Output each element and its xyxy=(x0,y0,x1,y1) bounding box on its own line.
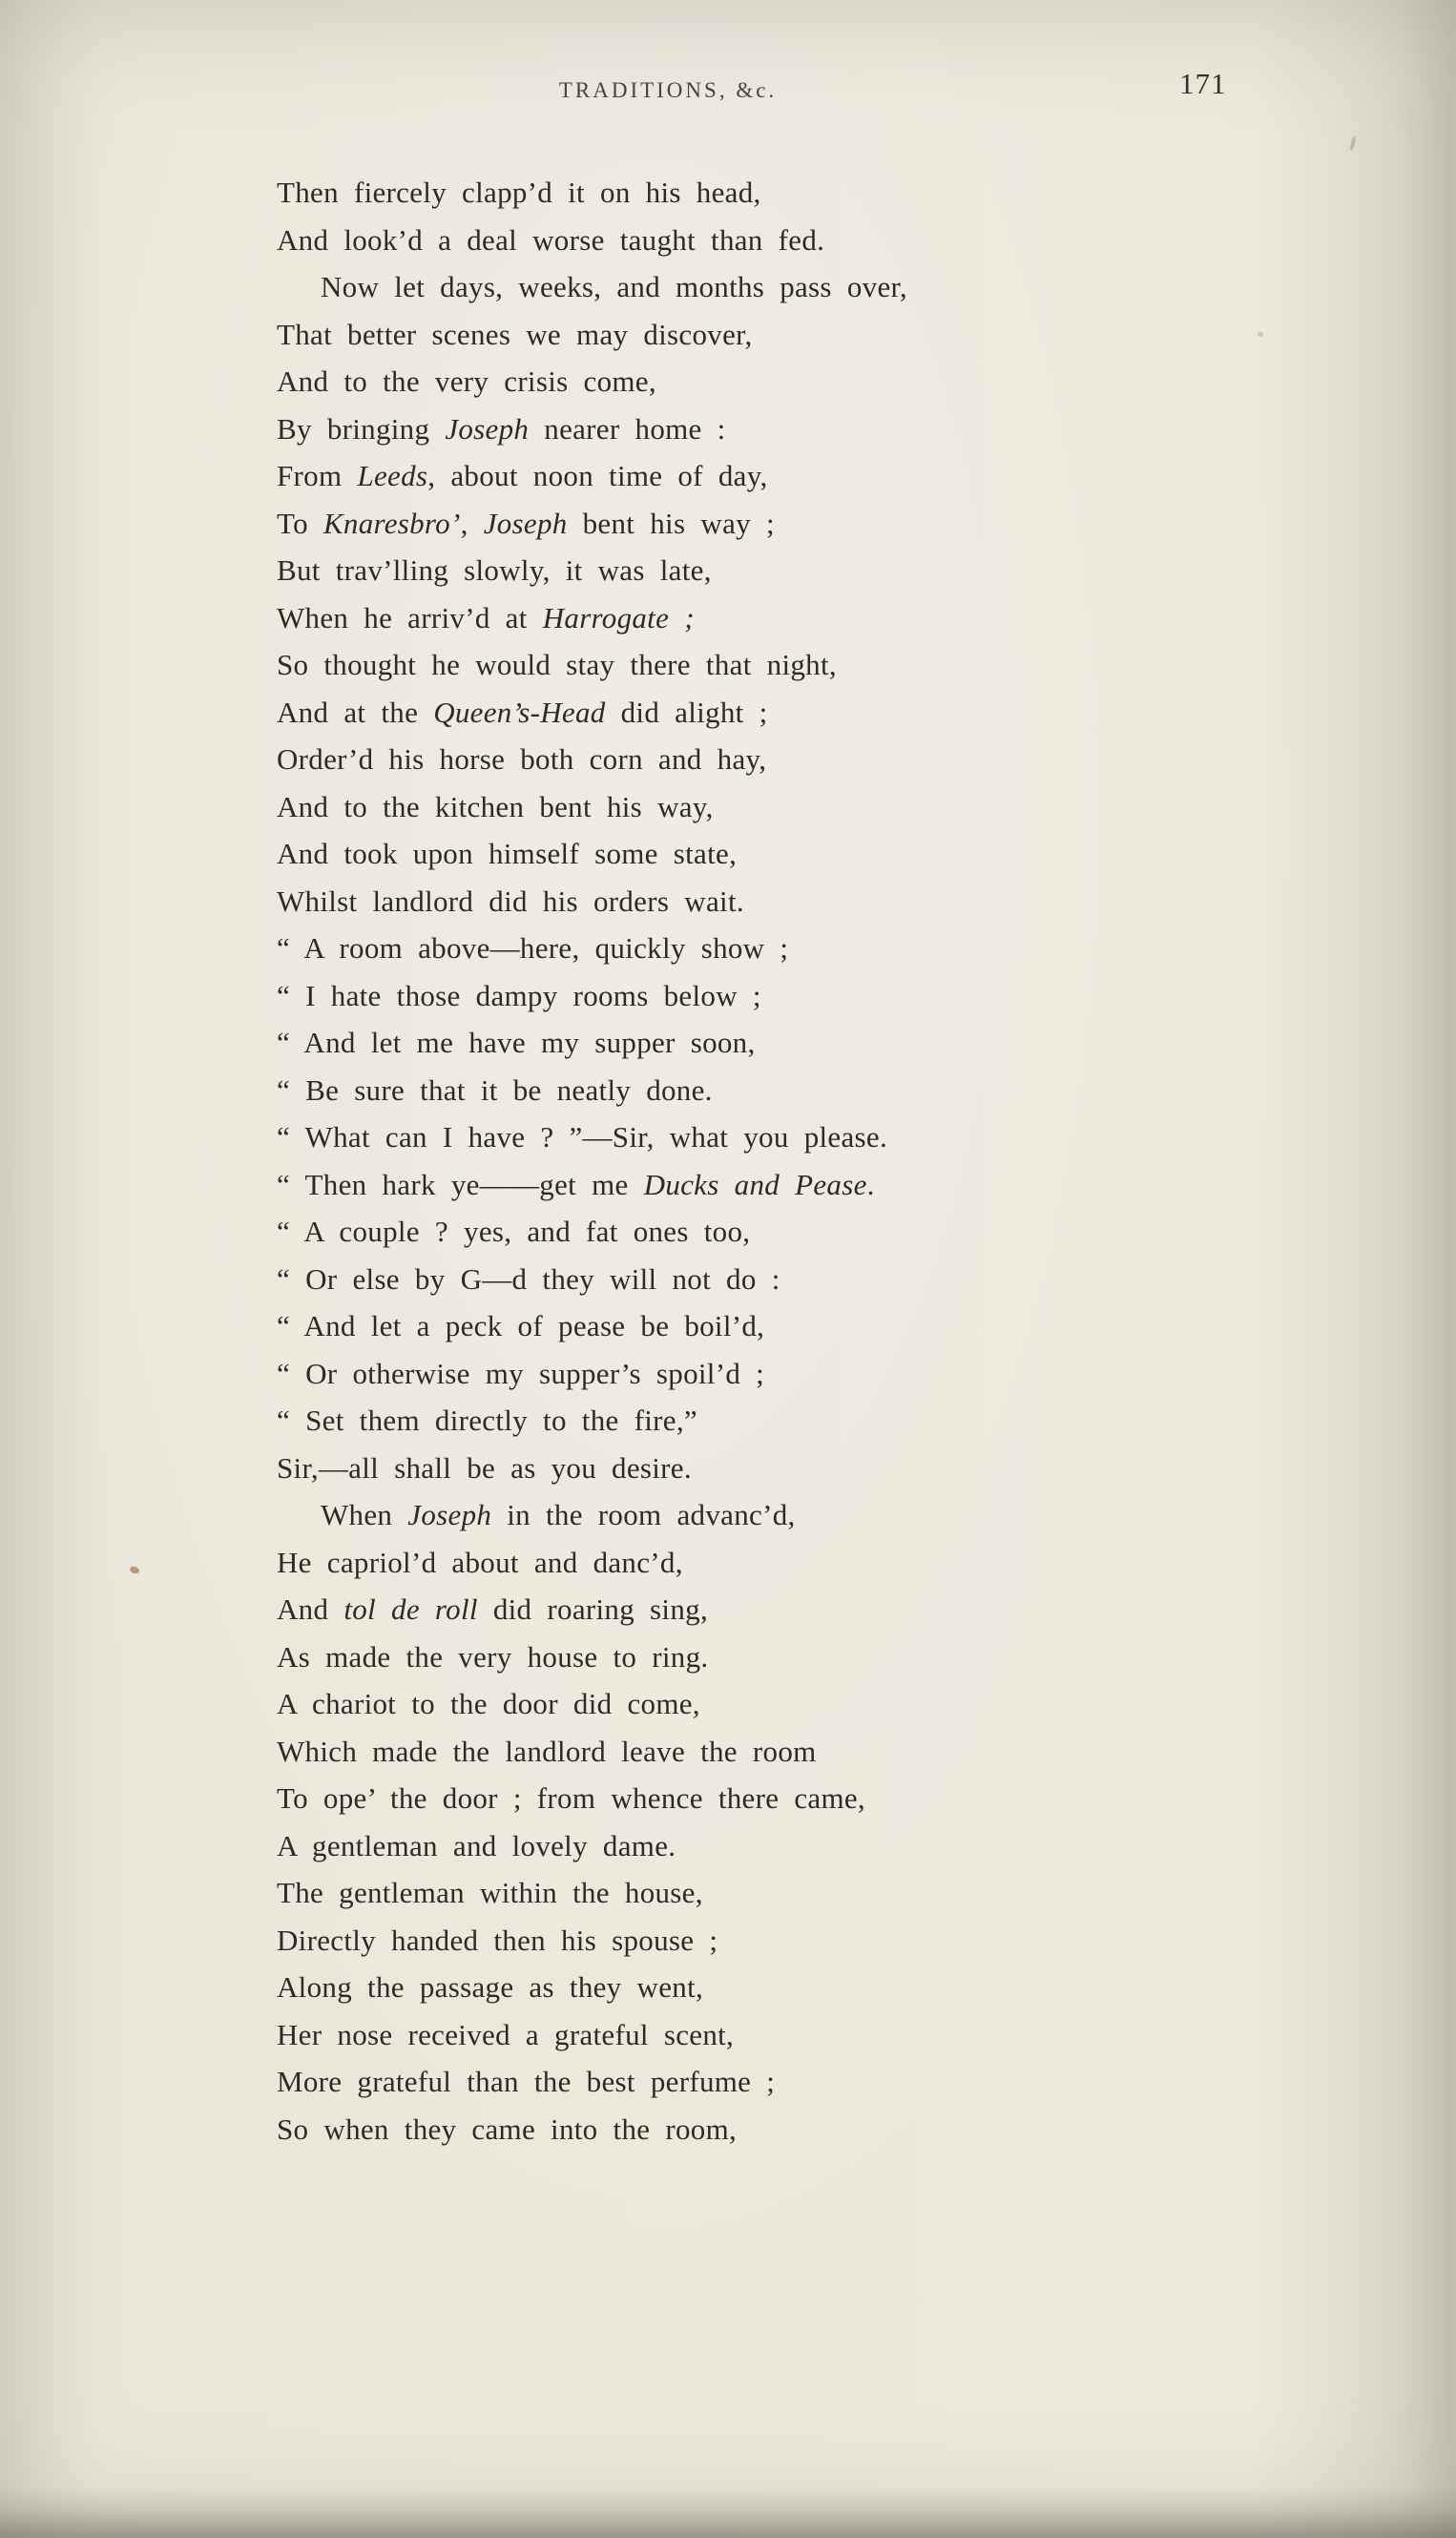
poem-text: The gentleman within the house, xyxy=(277,1876,703,1909)
poem-text: When he arriv’d at xyxy=(277,600,543,634)
poem-text: Now let days, weeks, and months pass over, xyxy=(321,270,907,303)
poem-text: did roaring sing, xyxy=(477,1592,708,1626)
poem-text: “ Set them directly to the fire,” xyxy=(277,1404,697,1437)
poem-text: To ope’ the door ; from whence there came, xyxy=(277,1781,865,1815)
poem-line xyxy=(277,1964,1345,2011)
poem-line xyxy=(277,594,1345,642)
poem-text-italic: Knaresbro’ xyxy=(322,506,461,540)
poem-line xyxy=(277,1445,1345,1492)
poem-line xyxy=(277,358,1345,406)
poem-text-italic: Queen’s-Head xyxy=(433,695,606,729)
poem-line xyxy=(277,2058,1345,2106)
poem-line xyxy=(277,925,1345,972)
poem-text: Sir,—all shall be as you desire. xyxy=(277,1450,692,1485)
poem-text: bent his way ; xyxy=(567,506,775,540)
poem-line xyxy=(277,217,1345,264)
poem-text-italic: tol de roll xyxy=(343,1592,478,1626)
poem-text: , about noon time of day, xyxy=(427,459,768,492)
poem-line xyxy=(277,1256,1345,1303)
paper-speck xyxy=(129,1566,140,1575)
poem-text: “ Or otherwise my supper’s spoil’d ; xyxy=(277,1356,765,1390)
poem-text: Whilst landlord did his orders wait. xyxy=(277,884,744,918)
poem-text: Her nose received a grateful scent, xyxy=(277,2017,735,2051)
poem-text: in the room advanc’d, xyxy=(491,1498,796,1531)
poem-text: He capriol’d about and danc’d, xyxy=(277,1545,683,1579)
poem-text: And took upon himself some state, xyxy=(277,837,738,870)
poem-line xyxy=(277,1539,1345,1587)
poem-text: By bringing xyxy=(277,411,446,446)
poem-text: To xyxy=(277,506,323,540)
poem-line xyxy=(277,1302,1345,1350)
poem-line xyxy=(277,1633,1345,1681)
page-number: 171 xyxy=(1179,67,1227,100)
poem-body xyxy=(277,169,1345,2153)
poem-text: And xyxy=(277,1592,344,1626)
poem-text: And at the xyxy=(277,695,434,729)
poem-line xyxy=(277,1586,1345,1633)
poem-text: More grateful than the best perfume ; xyxy=(277,2065,776,2098)
poem-text: And to the kitchen bent his way, xyxy=(277,789,714,823)
poem-text: Order’d his horse both corn and hay, xyxy=(277,742,767,776)
poem-line xyxy=(277,547,1345,594)
poem-line xyxy=(277,1680,1345,1728)
poem-line xyxy=(277,500,1345,548)
poem-line xyxy=(277,783,1345,831)
poem-text: “ What can I have ? ”—Sir, what you please. xyxy=(277,1120,888,1154)
poem-line xyxy=(277,689,1345,737)
poem-text: As made the very house to ring. xyxy=(277,1639,709,1674)
poem-text: “ Then hark ye——get me xyxy=(277,1167,644,1201)
poem-text: did alight ; xyxy=(605,695,768,729)
poem-line xyxy=(277,878,1345,926)
poem-text: And to the very crisis come, xyxy=(277,364,656,398)
poem-text: nearer home : xyxy=(529,411,726,446)
poem-text: “ And let me have my supper soon, xyxy=(277,1026,756,1059)
poem-text: And look’d a deal worse taught than fed. xyxy=(277,222,825,257)
poem-line xyxy=(277,263,1345,311)
poem-line xyxy=(277,1208,1345,1256)
poem-line xyxy=(277,1822,1345,1870)
poem-text: . xyxy=(866,1167,875,1201)
poem-text-italic: Leeds xyxy=(357,459,428,492)
poem-text-italic: Joseph xyxy=(445,411,530,446)
poem-line xyxy=(277,1917,1345,1965)
poem-line xyxy=(277,1775,1345,1822)
poem-line xyxy=(277,1350,1345,1398)
running-title: TRADITIONS, &c. xyxy=(558,78,778,102)
poem-line xyxy=(277,1019,1345,1067)
poem-line xyxy=(277,1161,1345,1209)
poem-text: Directly handed then his spouse ; xyxy=(277,1923,718,1957)
poem-line xyxy=(277,972,1345,1020)
poem-text: So when they came into the room, xyxy=(277,2112,738,2146)
poem-text-italic: Joseph xyxy=(483,506,568,540)
poem-text: Which made the landlord leave the room xyxy=(277,1734,817,1768)
poem-text: , xyxy=(460,506,484,540)
poem-line xyxy=(277,1728,1345,1776)
poem-text: When xyxy=(321,1498,408,1531)
poem-text: “ And let a peck of pease be boil’d, xyxy=(277,1309,765,1342)
poem-line xyxy=(277,406,1345,453)
poem-text: So thought he would stay there that night, xyxy=(277,648,837,681)
poem-text: From xyxy=(277,459,358,492)
poem-line xyxy=(277,2011,1345,2059)
paper-speck xyxy=(1349,135,1357,151)
poem-text-italic: Joseph xyxy=(407,1498,492,1531)
poem-text: Then fiercely clapp’d it on his head, xyxy=(277,176,761,209)
poem-text: “ Or else by G—d they will not do : xyxy=(277,1261,780,1296)
poem-line xyxy=(277,1869,1345,1917)
poem-text: “ A couple ? yes, and fat ones too, xyxy=(277,1215,751,1248)
poem-line xyxy=(277,1491,1345,1539)
poem-text: A chariot to the door did come, xyxy=(277,1687,700,1720)
poem-text: A gentleman and lovely dame. xyxy=(277,1828,676,1862)
poem-text: “ I hate those dampy rooms below ; xyxy=(277,978,761,1012)
poem-text: Along the passage as they went, xyxy=(277,1970,704,2004)
poem-line xyxy=(277,736,1345,783)
poem-line xyxy=(277,641,1345,689)
poem-line xyxy=(277,2106,1345,2153)
poem-line xyxy=(277,169,1345,217)
poem-text: “ A room above—here, quickly show ; xyxy=(277,931,789,965)
poem-line xyxy=(277,1397,1345,1445)
poem-line xyxy=(277,1067,1345,1114)
poem-text: But trav’lling slowly, it was late, xyxy=(277,553,712,587)
poem-line xyxy=(277,830,1345,878)
poem-text-italic: Ducks and Pease xyxy=(643,1167,867,1201)
poem-text: That better scenes we may discover, xyxy=(277,317,753,351)
poem-text: “ Be sure that it be neatly done. xyxy=(277,1072,713,1107)
poem-line xyxy=(277,452,1345,500)
poem-line xyxy=(277,1113,1345,1161)
poem-text-italic: Harrogate ; xyxy=(542,600,695,634)
poem-line xyxy=(277,311,1345,359)
